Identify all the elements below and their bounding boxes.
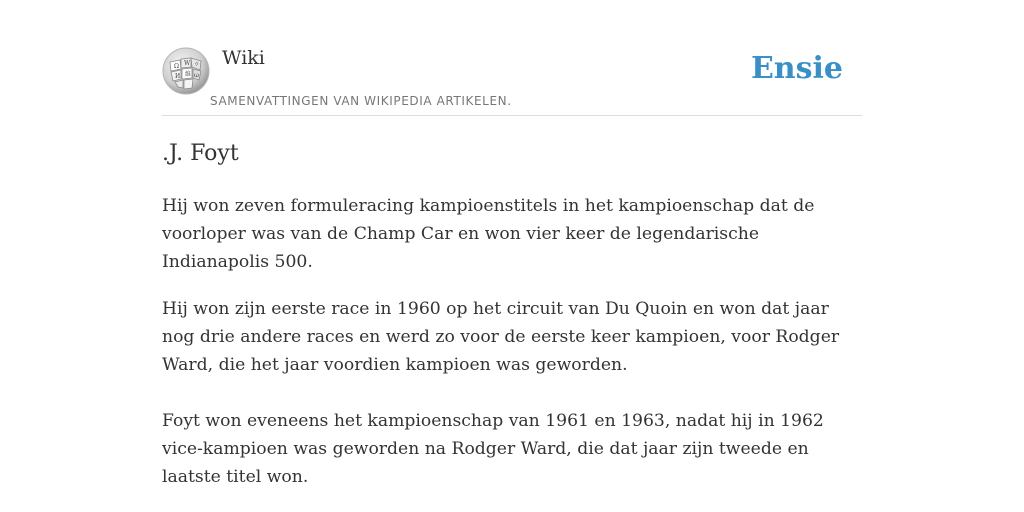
brand-logo[interactable]: Ensie <box>750 51 843 86</box>
article-body <box>162 192 862 491</box>
article-paragraph: Foyt won eveneens het kampioenschap van 1961 en 1963, nadat hij in 1962 vice-kampioen was geworden na Rodger Ward, die dat jaar zijn tweede en laatste titel won. <box>162 411 824 487</box>
svg-text:ω: ω <box>194 72 199 79</box>
article-paragraph: Hij won zijn eerste race in 1960 op het circuit van Du Quoin en won dat jaar nog drie andere races en werd zo voor de eerste keer kampioen, voor Rodger Ward, die het jaar voordien kampioen was geworden. <box>162 299 840 375</box>
svg-text:Ω: Ω <box>174 63 179 70</box>
article-title: .J. Foyt <box>162 141 239 166</box>
article-paragraph: Hij won zeven formuleracing kampioenstitels in het kampioenschap dat de voorloper was van de Champ Car en won vier keer de legendarische Indianapolis 500. <box>162 196 815 272</box>
svg-text:И: И <box>175 73 181 80</box>
svg-text:維: 維 <box>185 71 192 78</box>
svg-text:ウ: ウ <box>194 62 200 68</box>
site-name[interactable]: Wiki <box>222 47 265 69</box>
site-tagline: SAMENVATTINGEN VAN WIKIPEDIA ARTIKELEN. <box>210 94 512 108</box>
svg-text:W: W <box>184 60 191 67</box>
page <box>162 0 862 512</box>
header <box>162 0 862 116</box>
wikipedia-globe-icon[interactable] <box>162 47 210 95</box>
